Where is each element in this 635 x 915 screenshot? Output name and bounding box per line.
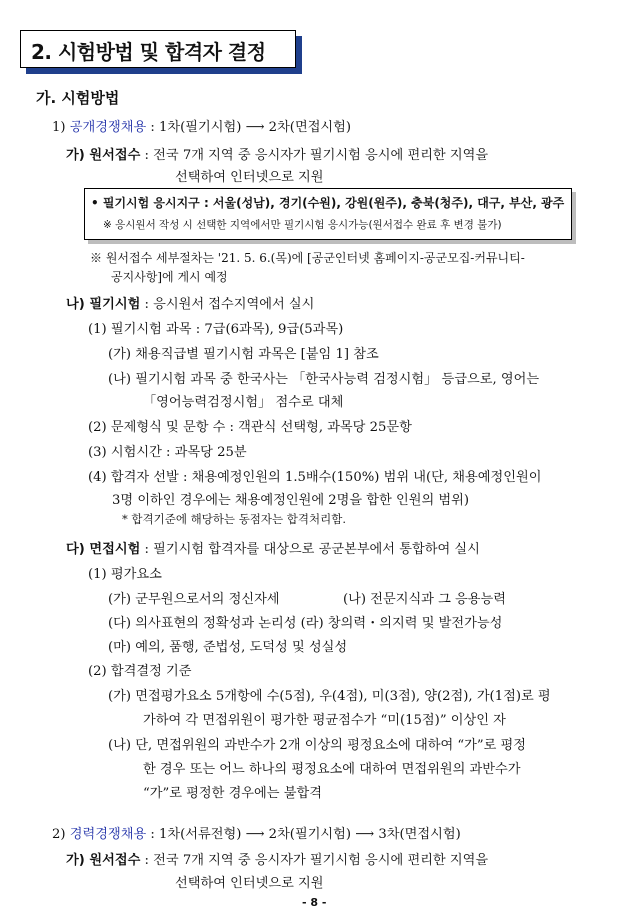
exam-region-caution: ※ 응시원서 작성 시 선택한 지역에서만 필기시험 응시가능(원서접수 완료 후 변경 불가) bbox=[103, 219, 502, 231]
criteria-na-line3: “가”로 평정한 경우에는 불합격 bbox=[143, 786, 322, 801]
history-english-line2: 「영어능력검정시험」 점수로 대체 bbox=[143, 395, 344, 410]
exam-time: (3) 시험시간 : 과목당 25분 bbox=[88, 445, 247, 460]
application2-line bbox=[66, 849, 488, 868]
subsection-title: 가. 시험방법 bbox=[36, 89, 120, 107]
application-text: : 전국 7개 지역 중 응시자가 필기시험 응시에 편리한 지역을 bbox=[140, 148, 489, 163]
interview-text: : 필기시험 합격자를 대상으로 공군본부에서 통합하여 실시 bbox=[140, 542, 480, 557]
interview-line bbox=[66, 538, 480, 557]
note-procedure-line2: 공지사항]에 게시 예정 bbox=[111, 270, 228, 284]
history-english-line1: (나) 필기시험 과목 중 한국사는 「한국사능력 검정시험」 등급으로, 영어는 bbox=[108, 372, 540, 387]
item2-number: 2) bbox=[52, 827, 66, 842]
evaluation-factors: (1) 평가요소 bbox=[88, 567, 162, 582]
subjects-reference: (가) 채용직급별 필기시험 과목은 [붙임 1] 참조 bbox=[108, 347, 379, 362]
factor-na: (나) 전문지식과 그 응용능력 bbox=[343, 592, 506, 607]
item2-type: 경력경쟁채용 bbox=[69, 827, 147, 842]
item2-stages: : 1차(서류전형) ⟶ 2차(필기시험) ⟶ 3차(면접시험) bbox=[146, 827, 461, 842]
factor-ma: (마) 예의, 품행, 준법성, 도덕성 및 성실성 bbox=[108, 640, 348, 655]
item1-number: 1) bbox=[52, 120, 66, 135]
application2-label: 가) 원서접수 bbox=[66, 853, 141, 868]
application-line bbox=[66, 144, 488, 163]
exam-region-list: • 필기시험 응시지구 : 서울(성남), 경기(수원), 강원(원주), 충북(청주), 대구, 부산, 광주 bbox=[91, 196, 565, 210]
application2-text: : 전국 7개 지역 중 응시자가 필기시험 응시에 편리한 지역을 bbox=[140, 853, 489, 868]
note-procedure-line1: ※ 원서접수 세부절차는 '21. 5. 6.(목)에 [공군인터넷 홈페이지-공군모집-커뮤니티- bbox=[90, 251, 525, 265]
application-line2: 선택하여 인터넷으로 지원 bbox=[175, 170, 324, 185]
application2-line2: 선택하여 인터넷으로 지원 bbox=[175, 876, 324, 891]
exam-region-notice bbox=[84, 188, 572, 240]
criteria-na-line2: 한 경우 또는 어느 하나의 평정요소에 대하여 면접위원의 과반수가 bbox=[143, 762, 521, 777]
written-exam-label: 나) 필기시험 bbox=[66, 297, 141, 312]
factor-ga: (가) 군무원으로서의 정신자세 bbox=[108, 592, 280, 607]
pass-selection-line2: 3명 이하인 경우에는 채용예정인원에 2명을 합한 인원의 범위) bbox=[112, 493, 470, 508]
factor-da-ra: (다) 의사표현의 정확성과 논리성 (라) 창의력・의지력 및 발전가능성 bbox=[108, 616, 503, 631]
application-label: 가) 원서접수 bbox=[66, 148, 141, 163]
criteria-na-line1: (나) 단, 면접위원의 과반수가 2개 이상의 평정요소에 대하여 “가”로 평정 bbox=[108, 738, 527, 753]
pass-criteria: (2) 합격결정 기준 bbox=[88, 664, 192, 679]
interview-label: 다) 면접시험 bbox=[66, 542, 141, 557]
item2-line bbox=[52, 823, 461, 842]
section-title: 2. 시험방법 및 합격자 결정 bbox=[31, 40, 266, 64]
written-exam-text: : 응시원서 접수지역에서 실시 bbox=[140, 297, 315, 312]
item1-line bbox=[52, 116, 351, 135]
tie-note: * 합격기준에 해당하는 동점자는 합격처리함. bbox=[122, 512, 346, 526]
item1-stages: : 1차(필기시험) ⟶ 2차(면접시험) bbox=[146, 120, 352, 135]
section-title-box bbox=[20, 30, 296, 68]
criteria-ga-line1: (가) 면접평가요소 5개항에 수(5점), 우(4점), 미(3점), 양(2점), 가(1점)로 평 bbox=[108, 689, 551, 704]
exam-subjects: (1) 필기시험 과목 : 7급(6과목), 9급(5과목) bbox=[88, 322, 344, 337]
pass-selection-line1: (4) 합격자 선발 : 채용예정인원의 1.5배수(150%) 범위 내(단, 채용예정인원이 bbox=[88, 470, 542, 485]
page-number: - 8 - bbox=[302, 896, 327, 909]
item1-type: 공개경쟁채용 bbox=[69, 120, 147, 135]
criteria-ga-line2: 가하여 각 면접위원이 평가한 평균점수가 “미(15점)” 이상인 자 bbox=[143, 713, 506, 728]
written-exam-line bbox=[66, 293, 314, 312]
question-format: (2) 문제형식 및 문항 수 : 객관식 선택형, 과목당 25문항 bbox=[88, 420, 412, 435]
